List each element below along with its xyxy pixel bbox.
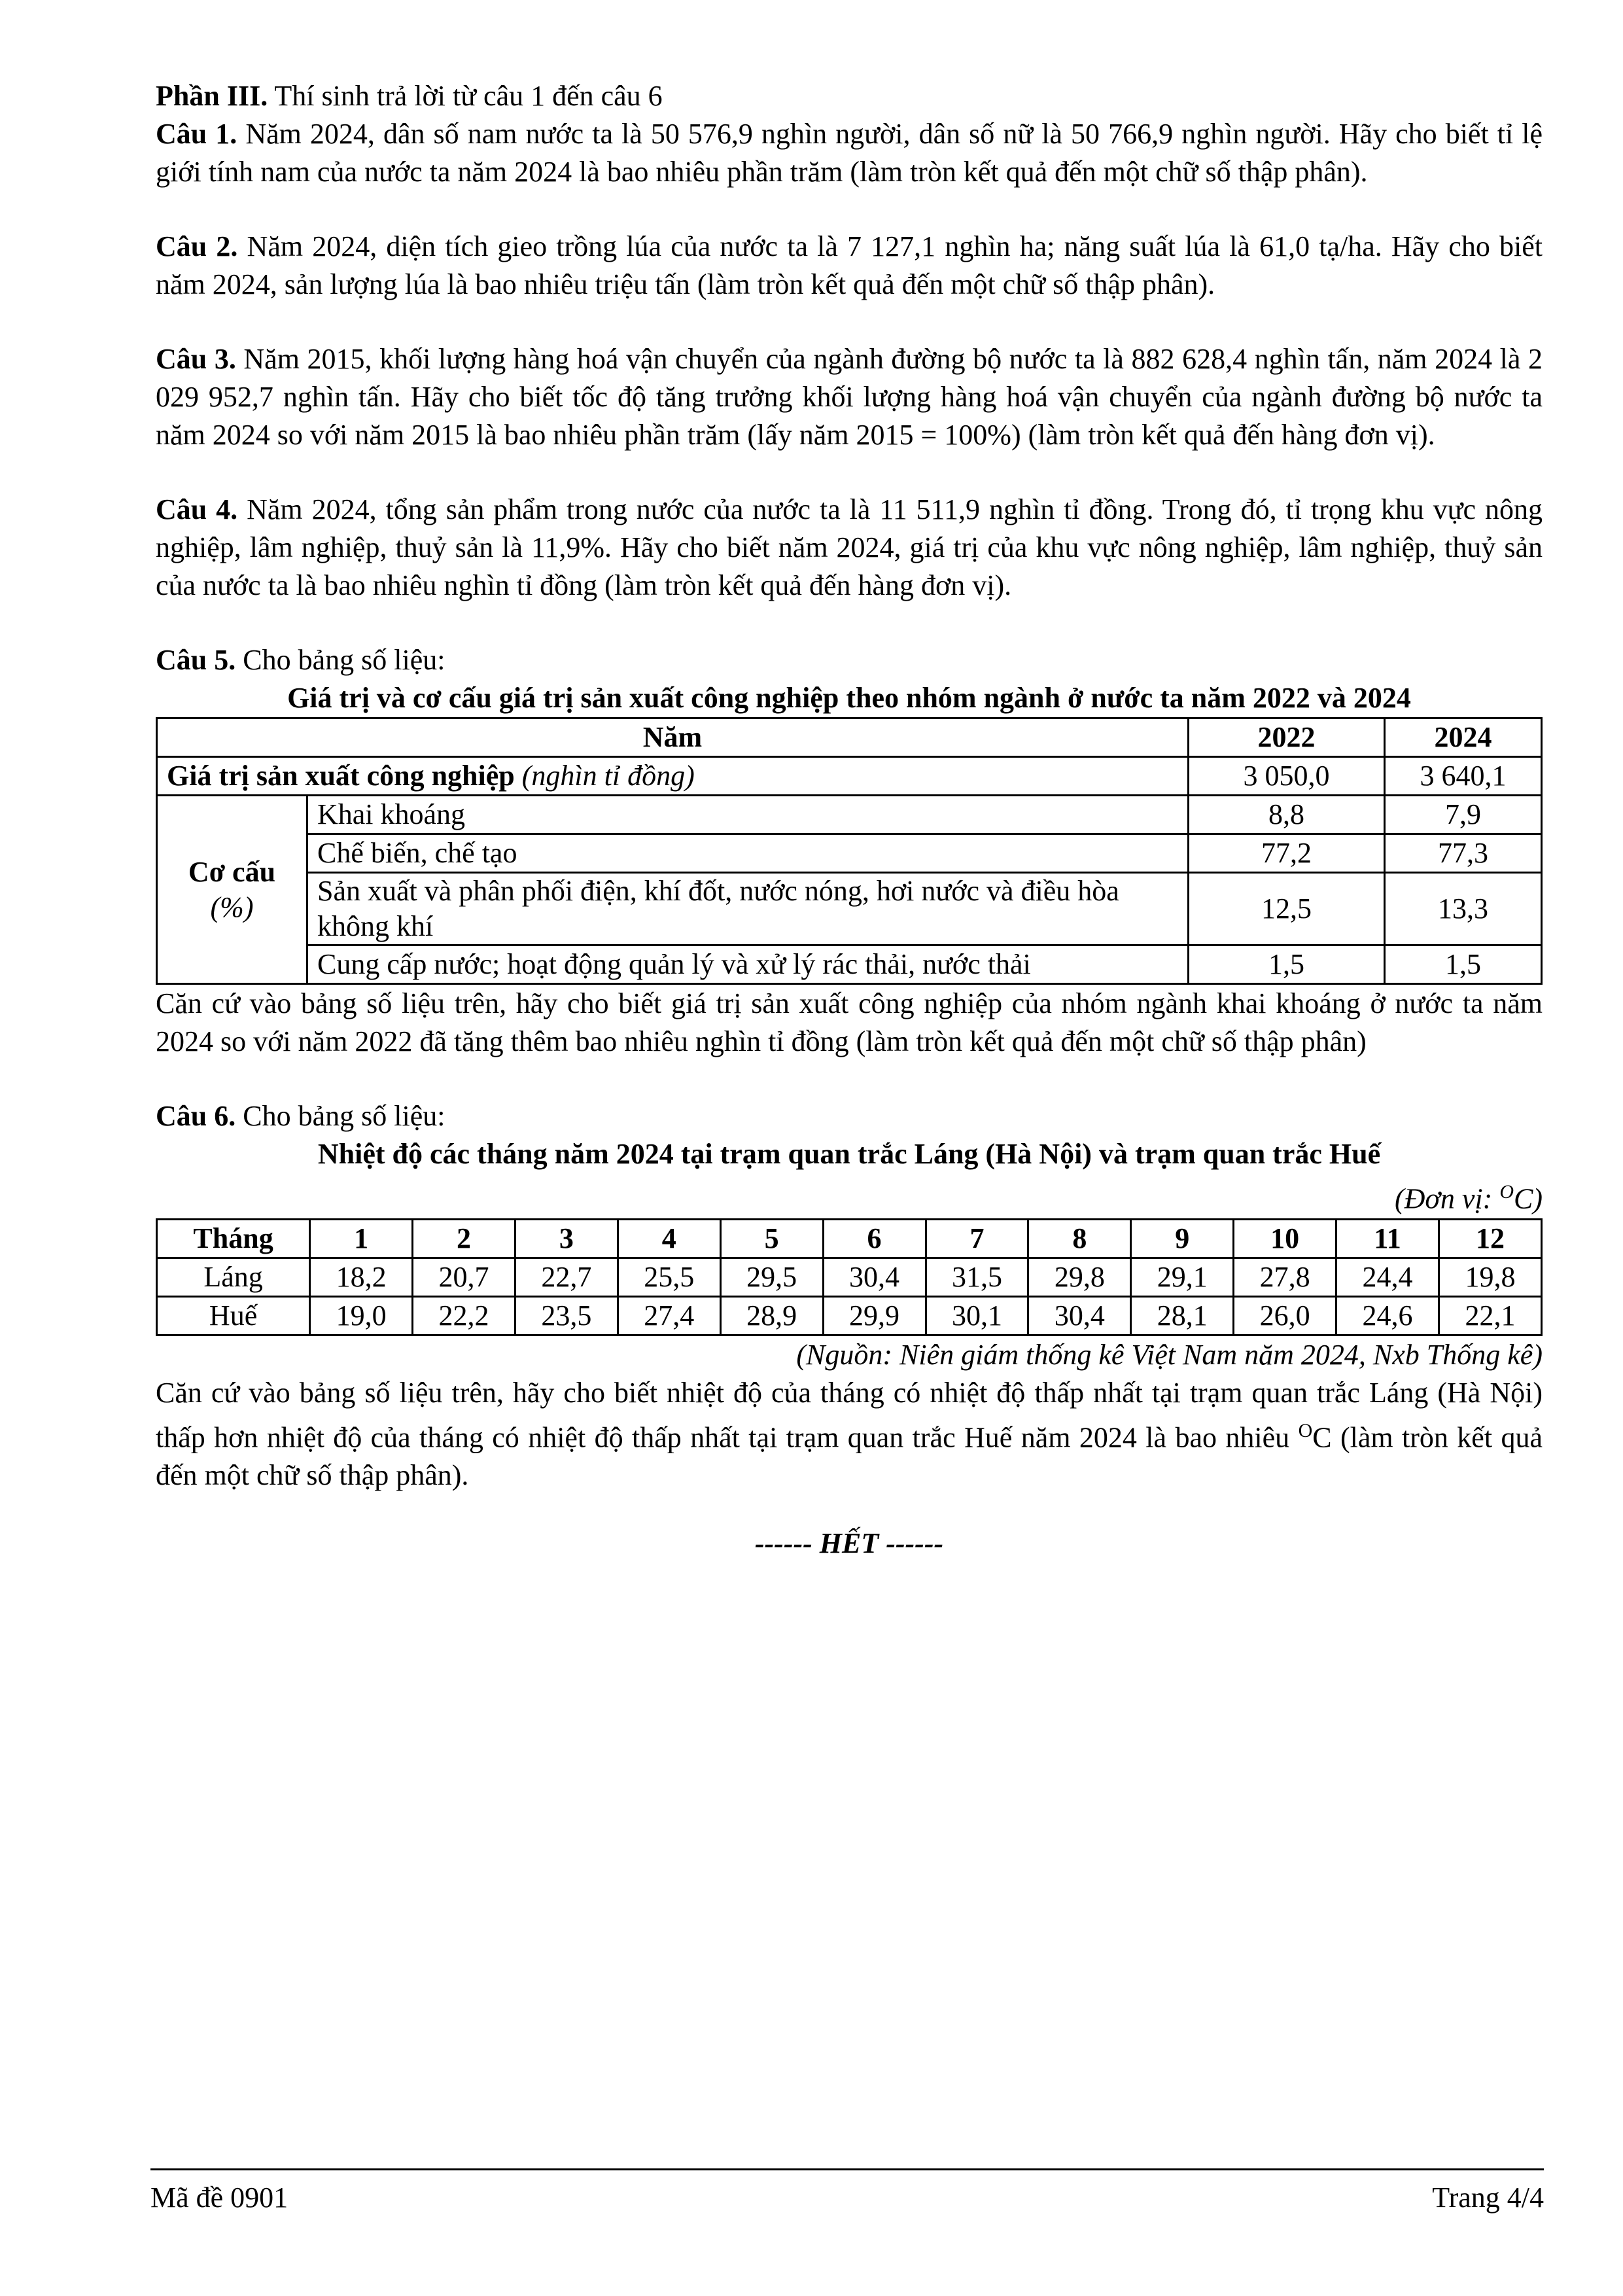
table-row: Sản xuất và phân phối điện, khí đốt, nước nóng, hơi nước và điều hòa không khí 12,5 13,3 <box>157 873 1542 945</box>
exam-code: Mã đề 0901 <box>150 2181 288 2214</box>
q6-table <box>156 1218 1543 1336</box>
end-mark: ------ HẾT ------ <box>754 1527 944 1560</box>
question-5 <box>156 641 1543 1061</box>
q6-intro: Câu 6. Cho bảng số liệu: <box>156 1100 445 1132</box>
page-footer <box>150 2168 1544 2214</box>
table-row: Cung cấp nước; hoạt động quản lý và xử lý rác thải, nước thải 1,5 1,5 <box>157 945 1542 984</box>
table-row: Chế biến, chế tạo 77,2 77,3 <box>157 834 1542 873</box>
page-number: Trang 4/4 <box>1432 2181 1544 2214</box>
question-1: Câu 1. Năm 2024, dân số nam nước ta là 50 576,9 nghìn người, dân số nữ là 50 766,9 nghìn người. Hãy cho biết tỉ lệ giới tính nam của nước ta năm 2024 là bao nhiêu phần trăm (làm tròn kết quả đến một chữ số thập phân). <box>156 118 1543 188</box>
table-row: Láng 18,2 20,7 22,7 25,5 29,5 30,4 31,5 29,8 29,1 27,8 24,4 19,8 <box>157 1258 1542 1296</box>
structure-label: Cơ cấu (%) <box>157 796 307 984</box>
part-heading: Phần III. Thí sinh trả lời từ câu 1 đến câu 6 <box>156 80 663 112</box>
question-6 <box>156 1097 1543 1494</box>
table-row: Huế 19,0 22,2 23,5 27,4 28,9 29,9 30,1 30,4 28,1 26,0 24,6 22,1 <box>157 1296 1542 1335</box>
table-row: Năm 2022 2024 <box>157 718 1542 757</box>
q6-question: Căn cứ vào bảng số liệu trên, hãy cho biết nhiệt độ của tháng có nhiệt độ thấp nhất tại trạm quan trắc Láng (Hà Nội) thấp hơn nhiệt độ của tháng có nhiệt độ thấp nhất tại trạm quan trắc Huế năm 2024 là bao nhiêu $^O$C (làm tròn kết quả đến một chữ số thập phân). <box>156 1376 1543 1492</box>
q5-table-title: Giá trị và cơ cấu giá trị sản xuất công nghiệp theo nhóm ngành ở nước ta năm 2022 và 2024 <box>287 682 1411 714</box>
question-4: Câu 4. Năm 2024, tổng sản phẩm trong nước của nước ta là 11 511,9 nghìn tỉ đồng. Trong đó, tỉ trọng khu vực nông nghiệp, lâm nghiệp, thuỷ sản là 11,9%. Hãy cho biết năm 2024, giá trị của khu vực nông nghiệp, lâm nghiệp, thuỷ sản của nước ta là bao nhiêu nghìn tỉ đồng (làm tròn kết quả đến hàng đơn vị). <box>156 493 1543 601</box>
q5-question: Căn cứ vào bảng số liệu trên, hãy cho biết giá trị sản xuất công nghiệp của nhóm ngành khai khoáng ở nước ta năm 2024 so với năm 2022 đã tăng thêm bao nhiêu nghìn tỉ đồng (làm tròn kết quả đến một chữ số thập phân) <box>156 987 1543 1057</box>
q5-intro: Câu 5. Cho bảng số liệu: <box>156 644 445 676</box>
q6-table-title: Nhiệt độ các tháng năm 2024 tại trạm quan trắc Láng (Hà Nội) và trạm quan trắc Huế <box>317 1138 1381 1170</box>
exam-page <box>156 77 1543 1563</box>
table-row: Giá trị sản xuất công nghiệp (nghìn tỉ đồng) 3 050,0 3 640,1 <box>157 757 1542 796</box>
q6-source: (Nguồn: Niên giám thống kê Việt Nam năm 2024, Nxb Thống kê) <box>796 1338 1543 1371</box>
table-row: Cơ cấu (%) Khai khoáng 8,8 7,9 <box>157 796 1542 834</box>
table-row: Tháng 1 2 3 4 5 6 7 8 9 10 11 12 <box>157 1219 1542 1258</box>
q5-table <box>156 717 1543 985</box>
question-3: Câu 3. Năm 2015, khối lượng hàng hoá vận chuyển của ngành đường bộ nước ta là 882 628,4 nghìn tấn, năm 2024 là 2 029 952,7 nghìn tấn. Hãy cho biết tốc độ tăng trưởng khối lượng hàng hoá vận chuyển của ngành đường bộ nước ta năm 2024 so với năm 2015 là bao nhiêu phần trăm (lấy năm 2015 = 100%) (làm tròn kết quả đến hàng đơn vị). <box>156 343 1543 451</box>
q6-unit: (Đơn vị: $^O$C) <box>1395 1181 1543 1215</box>
question-2: Câu 2. Năm 2024, diện tích gieo trồng lúa của nước ta là 7 127,1 nghìn ha; năng suất lúa là 61,0 tạ/ha. Hãy cho biết năm 2024, sản lượng lúa là bao nhiêu triệu tấn (làm tròn kết quả đến một chữ số thập phân). <box>156 230 1543 300</box>
